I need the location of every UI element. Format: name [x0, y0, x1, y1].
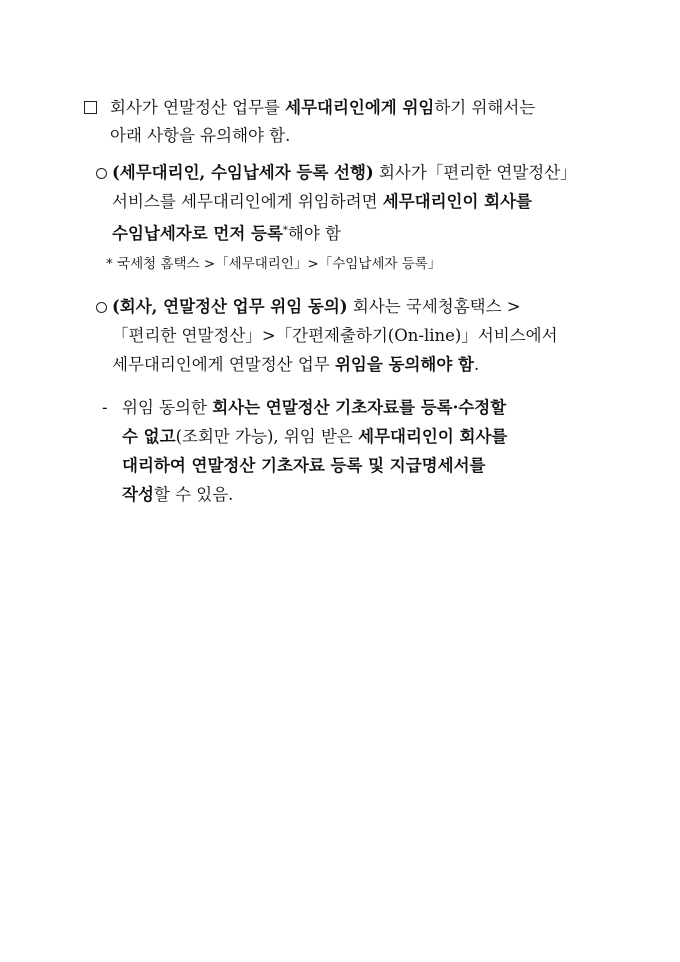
dash-line-3: [122, 454, 485, 478]
dash-line-4: [122, 483, 233, 507]
bullet1-text: 회사가「편리한 연말정산」: [373, 163, 577, 182]
dash-emphasis: 수 없고: [122, 427, 176, 446]
dash-text: 위임 동의한: [122, 398, 213, 417]
dash-emphasis: 대리하여 연말정산 기초자료 등록 및 지급명세서를: [122, 456, 486, 475]
footnote-marker: *: [282, 225, 288, 236]
bullet1-emphasis: 세무대리인이 회사를: [382, 192, 532, 211]
bullet2-line-2: [112, 324, 558, 348]
bullet1-text: 해야 함: [287, 224, 341, 243]
bullet2-emphasis: 위임을 동의해야 함: [334, 355, 474, 374]
section-text: 아래 사항을 유의해야 함.: [110, 126, 291, 145]
bullet1-line-2: [112, 190, 532, 214]
bullet1-emphasis: 수임납세자로 먼저 등록: [112, 224, 283, 243]
footnote-text: * 국세청 홈택스 >「세무대리인」>「수임납세자 등록」: [106, 256, 442, 272]
circle-bullet-icon: [96, 302, 107, 313]
bullet2-text: 회사는 국세청홈택스 >: [347, 297, 521, 316]
bullet2-heading: (회사, 연말정산 업무 위임 동의): [112, 297, 348, 316]
bullet1-heading: (세무대리인, 수임납세자 등록 선행): [112, 163, 374, 182]
dash-emphasis: 작성: [122, 485, 154, 504]
dash-text: 할 수 있음.: [153, 485, 234, 504]
dash-marker: [102, 396, 108, 420]
dash-icon: -: [102, 398, 108, 417]
circle-bullet-icon: [96, 168, 107, 179]
dash-line-2: [122, 425, 507, 449]
dash-text: (조회만 가능), 위임 받은: [175, 427, 359, 446]
bullet2-line-3: [112, 353, 479, 377]
bullet1-text: 서비스를 세무대리인에게 위임하려면: [112, 192, 383, 211]
bullet1-footnote: [106, 254, 441, 274]
bullet1-line-3: [112, 219, 341, 246]
bullet1-line-1: [112, 161, 577, 185]
section-line-2: [110, 124, 290, 148]
bullet2-text: .: [473, 355, 480, 374]
bullet2-line-1: [112, 295, 521, 319]
bullet2-text: 세무대리인에게 연말정산 업무: [112, 355, 335, 374]
bullet2-text: 「편리한 연말정산」>「간편제출하기(On-line)」서비스에서: [112, 326, 558, 345]
section-emphasis: 세무대리인에게 위임: [285, 98, 435, 117]
dash-emphasis: 회사는 연말정산 기초자료를 등록·수정할: [212, 398, 507, 417]
dash-line-1: [122, 396, 506, 420]
section-text: 회사가 연말정산 업무를: [110, 98, 286, 117]
square-bullet-icon: [84, 101, 97, 114]
section-text: 하기 위해서는: [434, 98, 536, 117]
dash-emphasis: 세무대리인이 회사를: [358, 427, 508, 446]
section-line-1: [110, 96, 535, 120]
